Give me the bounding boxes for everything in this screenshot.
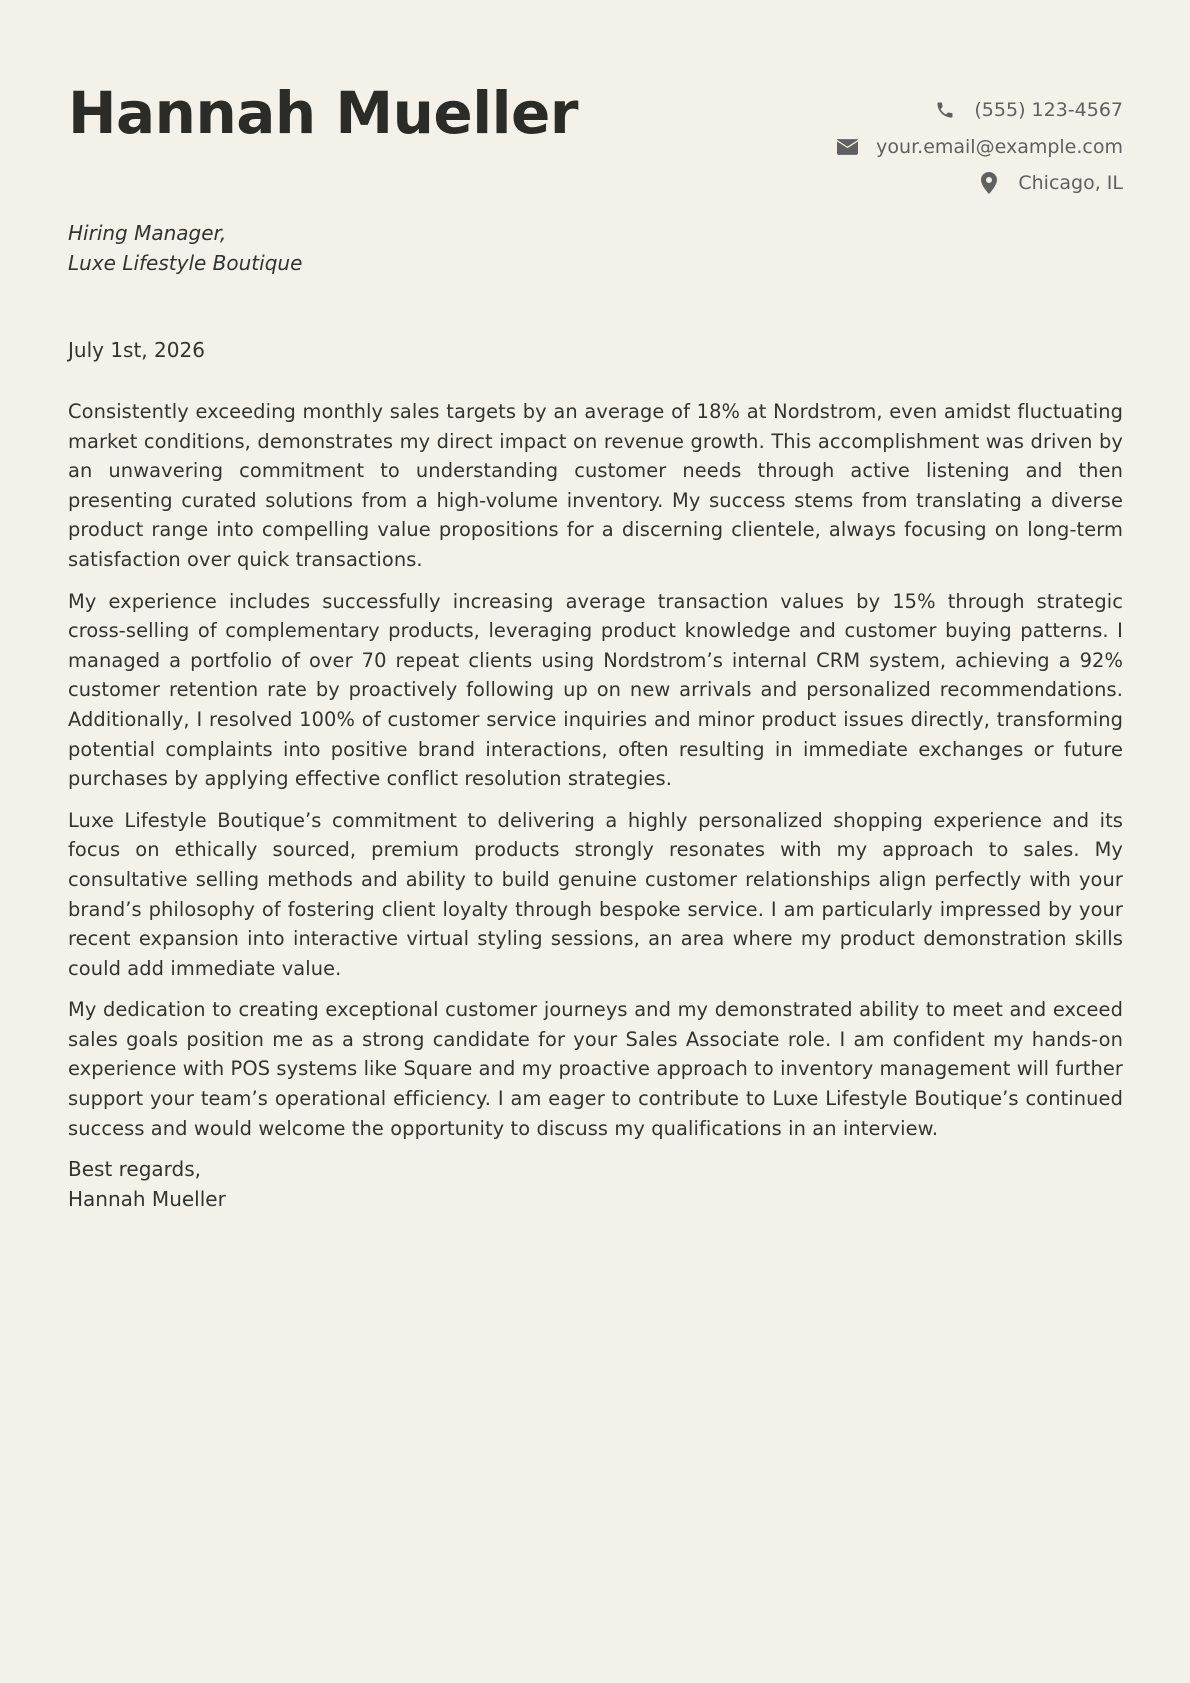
recipient-company: Luxe Lifestyle Boutique	[68, 251, 303, 275]
contact-phone-row	[836, 92, 1123, 129]
contact-email-row	[836, 129, 1123, 166]
letter-date: July 1st, 2026	[68, 338, 205, 362]
body-paragraph-1: Consistently exceeding monthly sales targets by an average of 18% at Nordstrom, even amidst fluctuating market conditions, demonstrates my direct impact on revenue growth. This accomplishment was driven by an unwavering commitment to understanding customer needs through active listening and then presenting curated solutions from a high-volume inventory. My success stems from translating a diverse product range into compelling value propositions for a discerning clientele, always focusing on long-term satisfaction over quick transactions.	[68, 400, 1123, 571]
contact-location: Chicago, IL	[1018, 172, 1123, 195]
letter-closing	[68, 1155, 1123, 1214]
applicant-name: Hannah Mueller	[68, 79, 578, 147]
closing-salutation: Best regards,	[68, 1157, 202, 1182]
contact-email: your.email@example.com	[876, 135, 1123, 158]
map-pin-icon	[978, 172, 1000, 194]
body-paragraph-2: My experience includes successfully increasing average transaction values by 15% through strategic cross-selling of complementary products, leveraging product knowledge and customer buying patterns. I managed a portfolio of over 70 repeat clients using Nordstrom’s internal CRM system, achieving a 92% customer retention rate by proactively following up on new arrivals and personalized recommendations. Additionally, I resolved 100% of customer service inquiries and minor product issues directly, transforming potential complaints into positive brand interactions, often resulting in immediate exchanges or future purchases by applying effective conflict resolution strategies.	[68, 589, 1123, 791]
recipient-title: Hiring Manager,	[68, 221, 227, 245]
letter-body	[68, 397, 1123, 1214]
contact-info	[836, 92, 1123, 202]
closing-signature: Hannah Mueller	[68, 1186, 226, 1211]
contact-phone: (555) 123-4567	[974, 99, 1123, 122]
body-paragraph-4: My dedication to creating exceptional customer journeys and my demonstrated ability to meet and exceed sales goals position me as a strong candidate for your Sales Associate role. I am confident my hands-on experience with POS systems like Square and my proactive approach to inventory management will further support your team’s operational efficiency. I am eager to contribute to Luxe Lifestyle Boutique’s continued success and would welcome the opportunity to discuss my qualifications in an interview.	[68, 998, 1123, 1140]
phone-icon	[934, 99, 956, 121]
body-paragraph-3: Luxe Lifestyle Boutique’s commitment to delivering a highly personalized shopping experience and its focus on ethically sourced, premium products strongly resonates with my approach to sales. My consultative selling methods and ability to build genuine customer relationships align perfectly with your brand’s philosophy of fostering client loyalty through bespoke service. I am particularly impressed by your recent expansion into interactive virtual styling sessions, an area where my product demonstration skills could add immediate value.	[68, 808, 1123, 980]
letter-header	[68, 0, 1123, 210]
envelope-icon	[836, 136, 858, 158]
cover-letter-page	[68, 0, 1123, 1683]
contact-location-row	[836, 165, 1123, 202]
recipient-block	[68, 218, 302, 278]
